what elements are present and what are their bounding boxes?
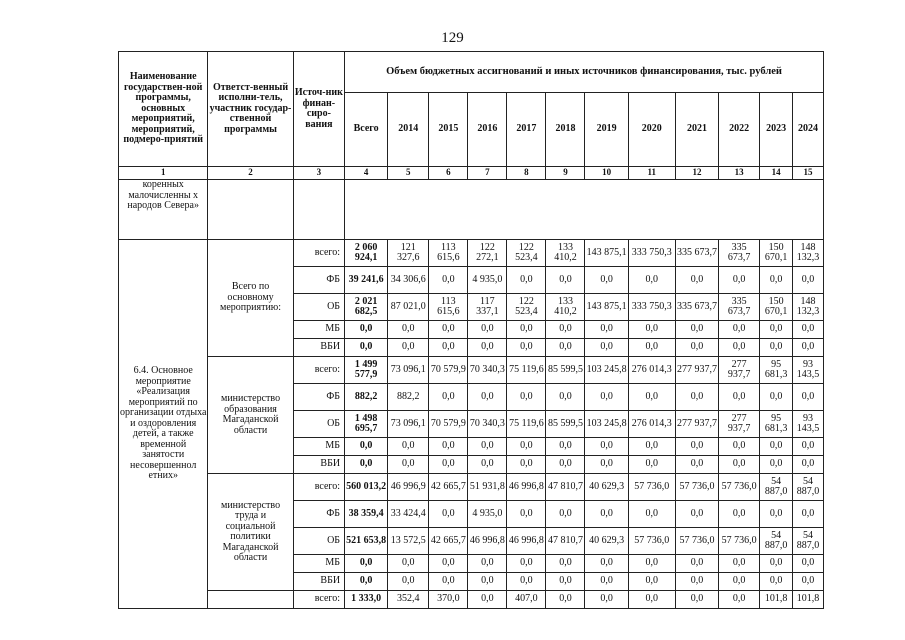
value-cell-2020: 0,0: [628, 438, 675, 456]
value-cell-2014: 0,0: [388, 456, 429, 474]
header-year-2016: 2016: [468, 93, 507, 167]
value-cell-2023: 54 887,0: [760, 474, 793, 501]
value-cell-2022: 335 673,7: [719, 294, 760, 321]
header-funding-title: Объем бюджетных ассигнований и иных источников финансирования, тыс. рублей: [345, 52, 824, 93]
value-cell-2018: 0,0: [546, 501, 585, 528]
value-cell-2021: 277 937,7: [675, 357, 718, 384]
source-cell: ВБИ: [293, 339, 344, 357]
source-cell: всего:: [293, 474, 344, 501]
value-cell-2021: 277 937,7: [675, 411, 718, 438]
header-year-2023: 2023: [760, 93, 793, 167]
value-cell-2016: 70 340,3: [468, 411, 507, 438]
value-cell-2021: 0,0: [675, 384, 718, 411]
value-cell-2024: 0,0: [793, 438, 824, 456]
value-cell-2017: 0,0: [507, 321, 546, 339]
budget-table: [118, 51, 824, 609]
value-cell-2023: 0,0: [760, 501, 793, 528]
value-cell-2015: 0,0: [429, 555, 468, 573]
value-cell-2014: 0,0: [388, 321, 429, 339]
total-cell: 0,0: [345, 573, 388, 591]
value-cell-2021: 0,0: [675, 555, 718, 573]
source-cell: ВБИ: [293, 456, 344, 474]
value-cell-2017: 122 523,4: [507, 240, 546, 267]
value-cell-2019: 0,0: [585, 321, 628, 339]
value-cell-2023: 0,0: [760, 573, 793, 591]
column-number: 3: [293, 167, 344, 180]
total-cell: 0,0: [345, 339, 388, 357]
source-cell: всего:: [293, 240, 344, 267]
column-number: 1: [119, 167, 208, 180]
value-cell-2015: 0,0: [429, 573, 468, 591]
header-row: [119, 52, 824, 93]
value-cell-2015: 42 665,7: [429, 528, 468, 555]
value-cell-2016: 117 337,1: [468, 294, 507, 321]
value-cell-2017: 0,0: [507, 339, 546, 357]
value-cell-2015: 0,0: [429, 501, 468, 528]
value-cell-2014: 0,0: [388, 438, 429, 456]
value-cell-2022: 0,0: [719, 321, 760, 339]
value-cell-2020: 57 736,0: [628, 528, 675, 555]
value-cell-2019: 103 245,8: [585, 411, 628, 438]
header-year-2018: 2018: [546, 93, 585, 167]
value-cell-2021: 0,0: [675, 339, 718, 357]
column-number: 12: [675, 167, 718, 180]
value-cell-2018: 47 810,7: [546, 528, 585, 555]
source-cell: ФБ: [293, 267, 344, 294]
value-cell-2021: 335 673,7: [675, 294, 718, 321]
header-source: Источ-ник финан-сиро-вания: [293, 52, 344, 167]
value-cell-2015: 370,0: [429, 591, 468, 609]
header-name: Наименование государствен-ной программы, основных мероприятий, мероприятий, подмеро-приятий: [119, 52, 208, 167]
value-cell-2022: 0,0: [719, 591, 760, 609]
value-cell-2015: 0,0: [429, 456, 468, 474]
value-cell-2022: 0,0: [719, 501, 760, 528]
value-cell-2021: 0,0: [675, 438, 718, 456]
value-cell-2016: 0,0: [468, 339, 507, 357]
value-cell-2022: 0,0: [719, 555, 760, 573]
column-number: 14: [760, 167, 793, 180]
value-cell-2024: 0,0: [793, 501, 824, 528]
value-cell-2019: 143 875,1: [585, 240, 628, 267]
value-cell-2020: 0,0: [628, 339, 675, 357]
value-cell-2014: 73 096,1: [388, 357, 429, 384]
value-cell-2020: 0,0: [628, 591, 675, 609]
value-cell-2023: 101,8: [760, 591, 793, 609]
value-cell-2015: 42 665,7: [429, 474, 468, 501]
total-cell: 39 241,6: [345, 267, 388, 294]
column-number: 5: [388, 167, 429, 180]
value-cell-2018: 0,0: [546, 321, 585, 339]
value-cell-2020: 333 750,3: [628, 294, 675, 321]
header-year-2019: 2019: [585, 93, 628, 167]
value-cell-2024: 148 132,3: [793, 240, 824, 267]
value-cell-2017: 75 119,6: [507, 357, 546, 384]
source-cell: МБ: [293, 555, 344, 573]
column-number: 7: [468, 167, 507, 180]
value-cell-2017: 0,0: [507, 573, 546, 591]
total-cell: 1 498 695,7: [345, 411, 388, 438]
value-cell-2018: 0,0: [546, 456, 585, 474]
value-cell-2016: 0,0: [468, 384, 507, 411]
value-cell-2016: 51 931,8: [468, 474, 507, 501]
value-cell-2019: 0,0: [585, 339, 628, 357]
source-cell: МБ: [293, 438, 344, 456]
value-cell-2020: 57 736,0: [628, 474, 675, 501]
value-cell-2014: 0,0: [388, 339, 429, 357]
total-cell: 0,0: [345, 555, 388, 573]
total-cell: 0,0: [345, 438, 388, 456]
value-cell-2021: 335 673,7: [675, 240, 718, 267]
value-cell-2022: 57 736,0: [719, 528, 760, 555]
value-cell-2016: 0,0: [468, 573, 507, 591]
total-cell: 2 021 682,5: [345, 294, 388, 321]
value-cell-2019: 0,0: [585, 591, 628, 609]
value-cell-2020: 0,0: [628, 456, 675, 474]
page-number: 129: [441, 30, 464, 46]
header-year-2021: 2021: [675, 93, 718, 167]
total-cell: 1 499 577,9: [345, 357, 388, 384]
source-cell: всего:: [293, 591, 344, 609]
value-cell-2015: 0,0: [429, 384, 468, 411]
value-cell-2021: 0,0: [675, 321, 718, 339]
value-cell-2019: 40 629,3: [585, 474, 628, 501]
table-row: [119, 357, 824, 384]
value-cell-2022: 277 937,7: [719, 357, 760, 384]
value-cell-2017: 407,0: [507, 591, 546, 609]
value-cell-2023: 95 681,3: [760, 357, 793, 384]
value-cell-2015: 70 579,9: [429, 357, 468, 384]
value-cell-2017: 0,0: [507, 267, 546, 294]
value-cell-2023: 150 670,1: [760, 240, 793, 267]
value-cell-2022: 0,0: [719, 339, 760, 357]
value-cell-2018: 0,0: [546, 555, 585, 573]
value-cell-2023: 0,0: [760, 321, 793, 339]
value-cell-2020: 0,0: [628, 573, 675, 591]
value-cell-2015: 0,0: [429, 321, 468, 339]
value-cell-2020: 276 014,3: [628, 411, 675, 438]
executor-cell: министерство образования Магаданской области: [208, 357, 293, 474]
value-cell-2014: 33 424,4: [388, 501, 429, 528]
total-cell: 2 060 924,1: [345, 240, 388, 267]
value-cell-2017: 122 523,4: [507, 294, 546, 321]
header-year-2024: 2024: [793, 93, 824, 167]
value-cell-2018: 133 410,2: [546, 294, 585, 321]
value-cell-2015: 113 615,6: [429, 240, 468, 267]
value-cell-2019: 0,0: [585, 267, 628, 294]
value-cell-2017: 0,0: [507, 501, 546, 528]
value-cell-2024: 0,0: [793, 573, 824, 591]
value-cell-2022: 0,0: [719, 573, 760, 591]
value-cell-2014: 882,2: [388, 384, 429, 411]
total-cell: 560 013,2: [345, 474, 388, 501]
value-cell-2021: 0,0: [675, 501, 718, 528]
value-cell-2024: 0,0: [793, 267, 824, 294]
value-cell-2022: 0,0: [719, 456, 760, 474]
value-cell-2016: 0,0: [468, 555, 507, 573]
value-cell-2019: 0,0: [585, 501, 628, 528]
total-cell: 1 333,0: [345, 591, 388, 609]
value-cell-2016: 122 272,1: [468, 240, 507, 267]
value-cell-2020: 0,0: [628, 555, 675, 573]
executor-cell: [208, 591, 293, 609]
value-cell-2015: 0,0: [429, 339, 468, 357]
value-cell-2016: 0,0: [468, 591, 507, 609]
value-cell-2022: 0,0: [719, 438, 760, 456]
value-cell-2020: 0,0: [628, 267, 675, 294]
continuation-name: коренных малочисленны х народов Севера»: [119, 180, 208, 240]
value-cell-2017: 46 996,8: [507, 474, 546, 501]
value-cell-2021: 0,0: [675, 573, 718, 591]
value-cell-2024: 93 143,5: [793, 411, 824, 438]
value-cell-2016: 46 996,8: [468, 528, 507, 555]
table-row: [119, 474, 824, 501]
column-number: 6: [429, 167, 468, 180]
value-cell-2016: 4 935,0: [468, 267, 507, 294]
value-cell-2014: 34 306,6: [388, 267, 429, 294]
value-cell-2023: 0,0: [760, 456, 793, 474]
value-cell-2018: 0,0: [546, 384, 585, 411]
value-cell-2020: 0,0: [628, 321, 675, 339]
value-cell-2018: 85 599,5: [546, 357, 585, 384]
value-cell-2019: 0,0: [585, 438, 628, 456]
value-cell-2015: 0,0: [429, 267, 468, 294]
value-cell-2022: 0,0: [719, 384, 760, 411]
empty-cell: [345, 180, 824, 240]
value-cell-2016: 0,0: [468, 321, 507, 339]
value-cell-2016: 4 935,0: [468, 501, 507, 528]
column-number: 15: [793, 167, 824, 180]
measure-name: 6.4. Основное мероприятие «Реализация мероприятий по организации отдыха и оздоровления детей, а также временной занятости несовершеннол етних»: [119, 240, 208, 609]
value-cell-2023: 54 887,0: [760, 528, 793, 555]
value-cell-2016: 0,0: [468, 456, 507, 474]
source-cell: МБ: [293, 321, 344, 339]
value-cell-2020: 0,0: [628, 384, 675, 411]
value-cell-2016: 0,0: [468, 438, 507, 456]
value-cell-2018: 0,0: [546, 267, 585, 294]
value-cell-2024: 0,0: [793, 384, 824, 411]
value-cell-2017: 0,0: [507, 456, 546, 474]
value-cell-2021: 57 736,0: [675, 474, 718, 501]
value-cell-2024: 54 887,0: [793, 528, 824, 555]
value-cell-2024: 93 143,5: [793, 357, 824, 384]
table-row: [119, 591, 824, 609]
value-cell-2023: 0,0: [760, 438, 793, 456]
column-number: 13: [719, 167, 760, 180]
value-cell-2024: 54 887,0: [793, 474, 824, 501]
value-cell-2023: 95 681,3: [760, 411, 793, 438]
executor-cell: Всего по основному мероприятию:: [208, 240, 293, 357]
value-cell-2014: 87 021,0: [388, 294, 429, 321]
value-cell-2024: 0,0: [793, 456, 824, 474]
value-cell-2024: 0,0: [793, 321, 824, 339]
column-number: 11: [628, 167, 675, 180]
value-cell-2021: 0,0: [675, 456, 718, 474]
value-cell-2014: 0,0: [388, 555, 429, 573]
executor-cell: министерство труда и социальной политики Магаданской области: [208, 474, 293, 591]
value-cell-2016: 70 340,3: [468, 357, 507, 384]
continuation-row: [119, 180, 824, 240]
source-cell: ФБ: [293, 501, 344, 528]
value-cell-2023: 0,0: [760, 339, 793, 357]
source-cell: ОБ: [293, 528, 344, 555]
value-cell-2024: 0,0: [793, 339, 824, 357]
header-year-2015: 2015: [429, 93, 468, 167]
value-cell-2020: 333 750,3: [628, 240, 675, 267]
value-cell-2023: 150 670,1: [760, 294, 793, 321]
value-cell-2017: 0,0: [507, 555, 546, 573]
empty-cell: [293, 180, 344, 240]
header-executor: Ответст-венный исполни-тель, участник государ-ственной программы: [208, 52, 293, 167]
header-total: Всего: [345, 93, 388, 167]
value-cell-2023: 0,0: [760, 267, 793, 294]
value-cell-2022: 335 673,7: [719, 240, 760, 267]
value-cell-2022: 277 937,7: [719, 411, 760, 438]
table-row: [119, 240, 824, 267]
value-cell-2017: 46 996,8: [507, 528, 546, 555]
column-number: 9: [546, 167, 585, 180]
value-cell-2015: 0,0: [429, 438, 468, 456]
table-body: [119, 52, 824, 609]
header-year-2022: 2022: [719, 93, 760, 167]
value-cell-2024: 0,0: [793, 555, 824, 573]
source-cell: ВБИ: [293, 573, 344, 591]
value-cell-2019: 103 245,8: [585, 357, 628, 384]
source-cell: ОБ: [293, 294, 344, 321]
value-cell-2019: 143 875,1: [585, 294, 628, 321]
value-cell-2015: 113 615,6: [429, 294, 468, 321]
value-cell-2014: 352,4: [388, 591, 429, 609]
value-cell-2019: 40 629,3: [585, 528, 628, 555]
value-cell-2019: 0,0: [585, 456, 628, 474]
column-number: 8: [507, 167, 546, 180]
value-cell-2021: 0,0: [675, 267, 718, 294]
value-cell-2020: 0,0: [628, 501, 675, 528]
value-cell-2018: 85 599,5: [546, 411, 585, 438]
value-cell-2019: 0,0: [585, 573, 628, 591]
header-year-2020: 2020: [628, 93, 675, 167]
column-numbers-row: [119, 167, 824, 180]
source-cell: всего:: [293, 357, 344, 384]
value-cell-2024: 148 132,3: [793, 294, 824, 321]
value-cell-2023: 0,0: [760, 384, 793, 411]
value-cell-2019: 0,0: [585, 555, 628, 573]
total-cell: 882,2: [345, 384, 388, 411]
source-cell: ФБ: [293, 384, 344, 411]
value-cell-2017: 0,0: [507, 438, 546, 456]
value-cell-2023: 0,0: [760, 555, 793, 573]
value-cell-2018: 0,0: [546, 591, 585, 609]
value-cell-2014: 0,0: [388, 573, 429, 591]
value-cell-2018: 47 810,7: [546, 474, 585, 501]
header-year-2017: 2017: [507, 93, 546, 167]
value-cell-2014: 73 096,1: [388, 411, 429, 438]
value-cell-2020: 276 014,3: [628, 357, 675, 384]
value-cell-2018: 0,0: [546, 438, 585, 456]
value-cell-2022: 57 736,0: [719, 474, 760, 501]
value-cell-2018: 0,0: [546, 339, 585, 357]
total-cell: 0,0: [345, 456, 388, 474]
value-cell-2017: 0,0: [507, 384, 546, 411]
total-cell: 521 653,8: [345, 528, 388, 555]
value-cell-2022: 0,0: [719, 267, 760, 294]
column-number: 2: [208, 167, 293, 180]
column-number: 10: [585, 167, 628, 180]
empty-cell: [208, 180, 293, 240]
value-cell-2021: 0,0: [675, 591, 718, 609]
value-cell-2015: 70 579,9: [429, 411, 468, 438]
header-year-2014: 2014: [388, 93, 429, 167]
value-cell-2014: 46 996,9: [388, 474, 429, 501]
total-cell: 0,0: [345, 321, 388, 339]
source-cell: ОБ: [293, 411, 344, 438]
value-cell-2017: 75 119,6: [507, 411, 546, 438]
value-cell-2014: 13 572,5: [388, 528, 429, 555]
value-cell-2018: 133 410,2: [546, 240, 585, 267]
column-number: 4: [345, 167, 388, 180]
value-cell-2018: 0,0: [546, 573, 585, 591]
value-cell-2021: 57 736,0: [675, 528, 718, 555]
value-cell-2014: 121 327,6: [388, 240, 429, 267]
value-cell-2024: 101,8: [793, 591, 824, 609]
value-cell-2019: 0,0: [585, 384, 628, 411]
total-cell: 38 359,4: [345, 501, 388, 528]
